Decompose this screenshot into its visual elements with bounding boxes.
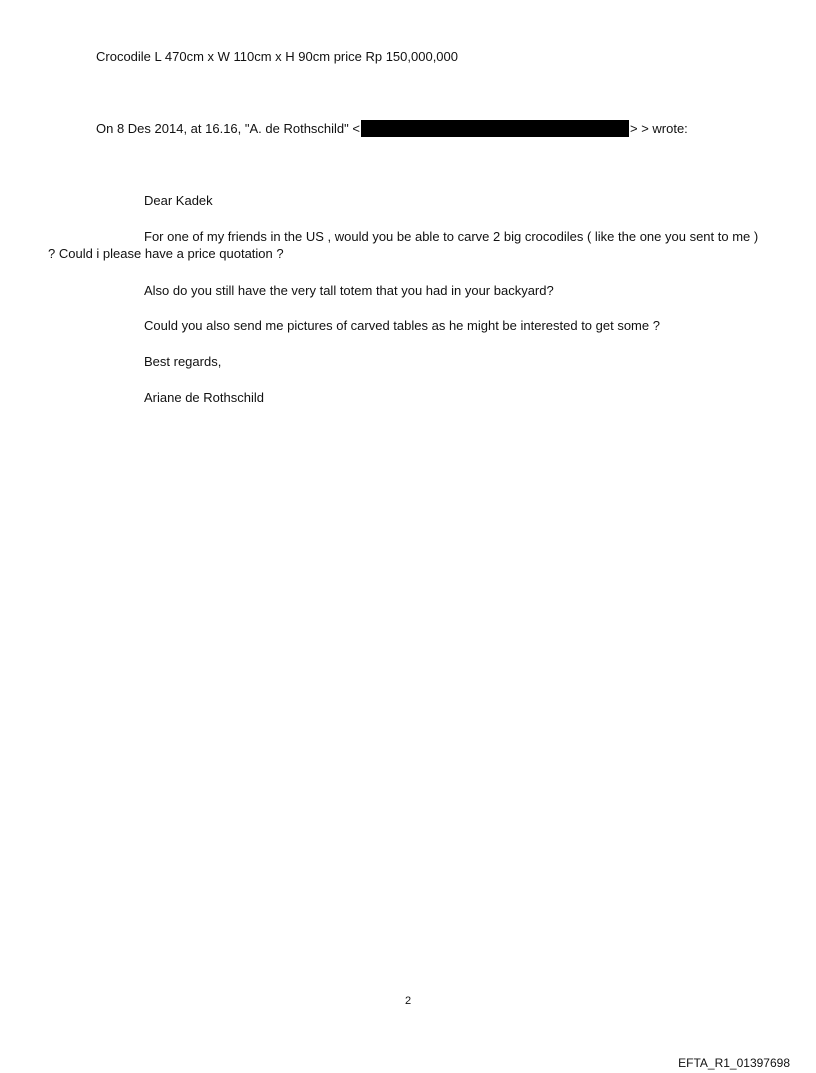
page-number: 2 (404, 995, 412, 1007)
message-paragraph-1: For one of my friends in the US , would you be able to carve 2 big crocodiles ( like the one you sent to me ) ? Could i please have a price quotation ? (48, 229, 759, 261)
message-paragraph-2: Also do you still have the very tall totem that you had in your backyard? (144, 283, 554, 298)
redacted-email-block (361, 120, 629, 137)
message-closing: Best regards, (144, 354, 222, 369)
reply-header (96, 120, 688, 137)
reply-header-prefix: On 8 Des 2014, at 16.16, "A. de Rothschild" < (96, 121, 360, 136)
quote-line: Crocodile L 470cm x W 110cm x H 90cm price Rp 150,000,000 (96, 49, 459, 64)
document-id: EFTA_R1_01397698 (678, 1056, 790, 1070)
message-signature: Ariane de Rothschild (144, 390, 264, 405)
reply-header-suffix: > > wrote: (629, 121, 688, 136)
message-greeting: Dear Kadek (144, 193, 213, 208)
message-paragraph-3: Could you also send me pictures of carved tables as he might be interested to get some ? (144, 318, 660, 333)
